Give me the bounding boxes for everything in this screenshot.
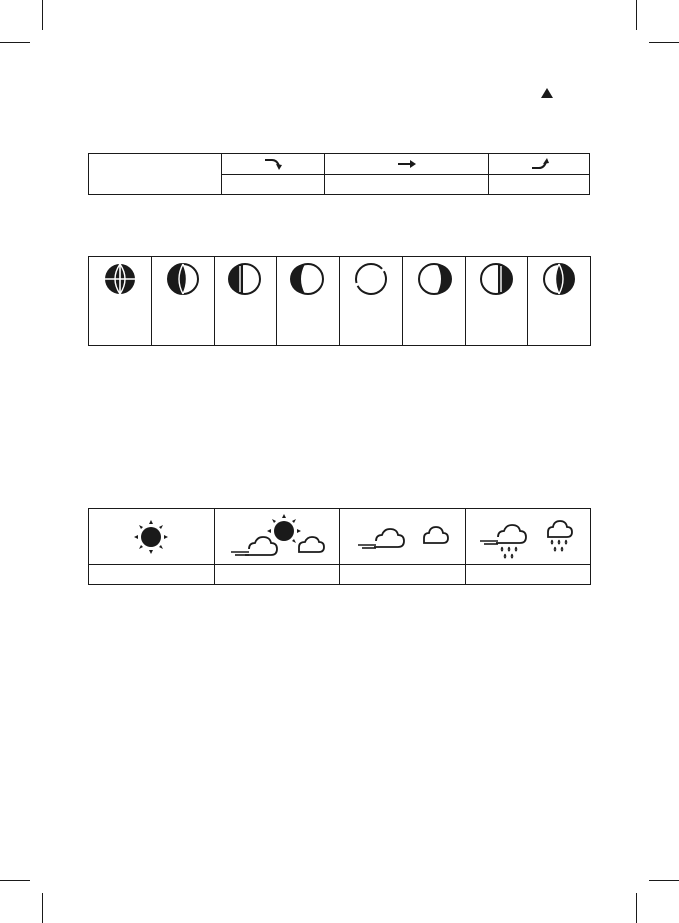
- weather-label-cell: [339, 565, 465, 584]
- moon-cell: [465, 257, 528, 345]
- moon-cell: [214, 257, 277, 345]
- triangle-up-icon: [540, 87, 554, 99]
- weather-cell: [465, 509, 591, 564]
- moon-cell: [89, 257, 151, 345]
- crop-mark: [0, 42, 30, 43]
- weather-table: [88, 508, 591, 585]
- waning-crescent-icon: [290, 261, 326, 297]
- crop-mark: [636, 893, 637, 923]
- crop-mark: [649, 42, 679, 43]
- moon-cell: [276, 257, 339, 345]
- weather-cell: [89, 509, 214, 564]
- arrow-down-right-icon: [262, 157, 284, 171]
- sunny-icon: [89, 509, 214, 564]
- weather-label-cell: [89, 565, 214, 584]
- crop-mark: [649, 880, 679, 881]
- crop-mark: [42, 893, 43, 923]
- moon-phase-table: [88, 256, 591, 346]
- trend-header-cell: [88, 153, 222, 195]
- waxing-crescent-icon: [416, 261, 452, 297]
- cloudy-icon: [340, 509, 466, 564]
- weather-label-cell: [465, 565, 591, 584]
- weather-cell: [339, 509, 465, 564]
- arrow-right-icon: [396, 157, 418, 171]
- trend-value-cell: [324, 174, 488, 195]
- crop-mark: [42, 0, 43, 30]
- new-moon-icon: [353, 261, 389, 297]
- crop-mark: [0, 880, 30, 881]
- partly-cloudy-icon: [215, 509, 341, 564]
- weather-cell: [214, 509, 340, 564]
- trend-value-cell: [488, 174, 590, 195]
- last-quarter-icon: [227, 261, 263, 297]
- trend-table: [88, 153, 590, 195]
- waning-gibbous-icon: [165, 261, 201, 297]
- moon-cell: [151, 257, 214, 345]
- trend-value-cell: [221, 174, 324, 195]
- moon-cell: [402, 257, 465, 345]
- trend-arrow-cell: [324, 153, 488, 175]
- weather-label-cell: [214, 565, 340, 584]
- trend-arrow-cell: [488, 153, 590, 175]
- arrow-up-right-icon: [529, 157, 551, 171]
- moon-cell: [527, 257, 590, 345]
- waxing-gibbous-icon: [541, 261, 577, 297]
- moon-cell: [339, 257, 402, 345]
- trend-arrow-cell: [221, 153, 324, 175]
- first-quarter-icon: [478, 261, 514, 297]
- full-moon-icon: [102, 261, 138, 297]
- crop-mark: [636, 0, 637, 30]
- rainy-icon: [466, 509, 591, 564]
